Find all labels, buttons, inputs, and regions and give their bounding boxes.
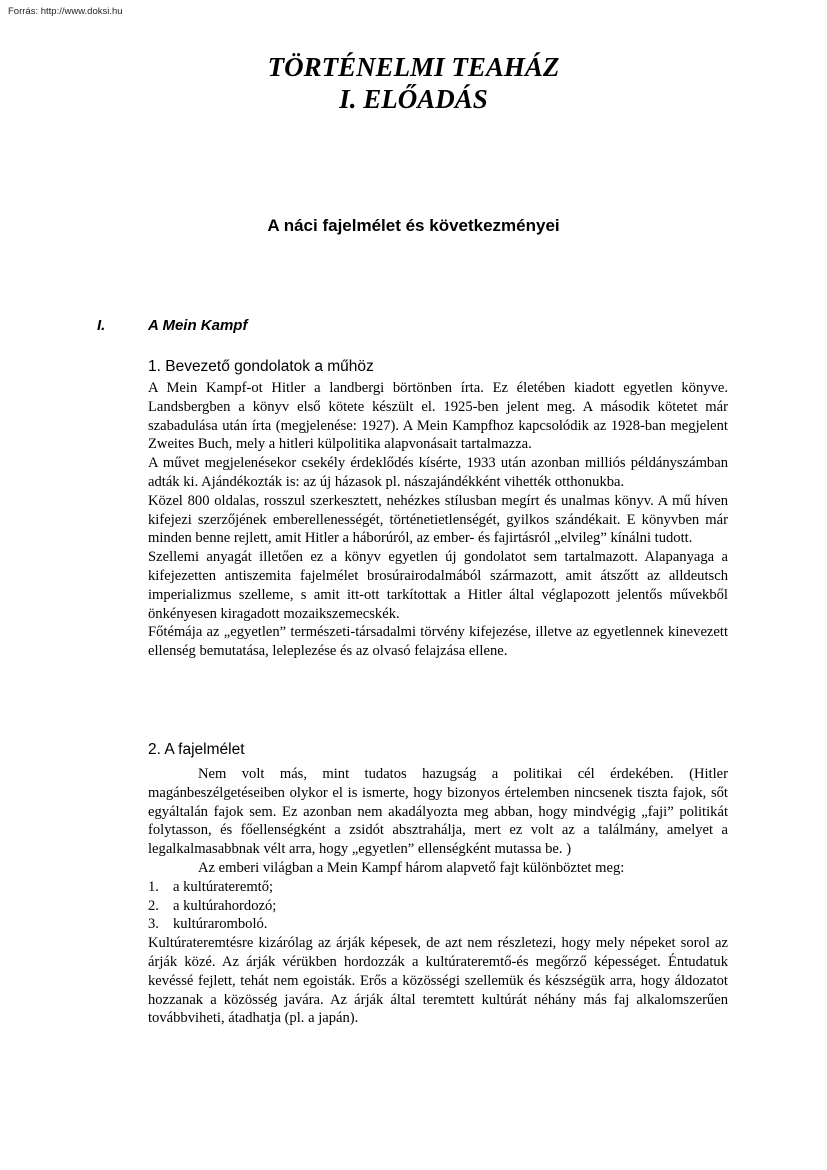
lecture-number: I. ELŐADÁS xyxy=(339,84,488,114)
section-number: I. xyxy=(97,317,106,334)
paragraph: Közel 800 oldalas, rosszul szerkesztett, nehézkes stílusban megírt és unalmas könyv. A mű híven kifejezi szerzőjének emberellenességét, történetietlenségét, gyilkos szándékait. E könyvben már minden benne rejlett, amit Hitler a háborúról, az ember- és fajirtásról „elvileg” kínálni tudott. xyxy=(148,492,728,547)
paragraph: Szellemi anyagát illetően ez a könyv egyetlen új gondolatot sem tartalmazott. Alapanyaga a kifejezetten antiszemita fajelmélet brosúrairodalmából származott, amit átszőtt az alldeutsch imperializmus szelleme, s amit itt-ott tarkítottak a Hitler által véglapozott jelentős művekből önkényesen kiragadott mozaikszemecskék. xyxy=(148,549,728,622)
list-text: a kultúrateremtő; xyxy=(173,878,274,895)
subsection-intro-body xyxy=(148,379,728,661)
list-text: a kultúrahordozó; xyxy=(173,897,277,914)
document-title: TÖRTÉNELMI TEAHÁZ xyxy=(267,52,560,82)
list-text: kultúraromboló. xyxy=(173,916,268,933)
list-item xyxy=(148,878,728,897)
list-item xyxy=(148,897,728,916)
list-item xyxy=(148,915,728,934)
list-number: 2. xyxy=(148,897,159,914)
race-types-list xyxy=(148,878,728,934)
paragraph: Kultúrateremtésre kizárólag az árják képesek, de azt nem részletezi, hogy mely népeket sorol az árják közé. Az árják vérükben hordozzák a kultúrateremtő-és megőrző képességet. Éntudatuk kevéssé fejlett, tehát nem egoisták. Erős a közösségi szellemük és készségük arra, hogy áldozatot hozzanak a közösség javára. Az árják által teremtett kultúrát néhány más faj alkalomszerűen továbbviheti, átadhatja (pl. a japán). xyxy=(148,935,728,1027)
paragraph: Az emberi világban a Mein Kampf három alapvető fajt különböztet meg: xyxy=(198,859,625,876)
list-number: 1. xyxy=(148,878,159,895)
paragraph: Nem volt más, mint tudatos hazugság a politikai cél érdekében. (Hitler magánbeszélgetéseiben olykor el is ismerte, hogy bizonyos értelemben nincsenek tiszta fajok, sőt egyáltalán fajok sem. Ez azonban nem akadályozta meg abban, hogy mindvégig „faji” politikát folytasson, és főellenségként a zsidót absztrahálja, mert ez volt az a találmány, amelyet a legalkalmasabbnak vélt arra, hogy „egyetlen” ellenségként mutassa be. ) xyxy=(148,766,728,858)
list-number: 3. xyxy=(148,916,159,933)
subsection-heading-intro: 1. Bevezető gondolatok a műhöz xyxy=(148,358,374,375)
document-subtitle: A náci fajelmélet és következményei xyxy=(267,216,560,235)
paragraph: Főtémája az „egyetlen” természeti-társadalmi törvény kifejezése, illetve az egyetlennek kinevezett ellenség bemutatása, leleplezése és az olvasó felajzása ellene. xyxy=(148,624,728,660)
paragraph: A Mein Kampf-ot Hitler a landbergi börtönben írta. Ez életében kiadott egyetlen könyve. Landsbergben a könyv első kötete készült el. 1925-ben jelent meg. A második kötetet már szabadulása után írta (megjelenése: 1927). A Mein Kampfhoz kapcsolódik az 1928-ban megjelent Zweites Buch, mely a hitleri külpolitika alapvonásait tartalmazza. xyxy=(148,380,728,453)
subsection-heading-race-theory: 2. A fajelmélet xyxy=(148,741,245,758)
source-note: Forrás: http://www.doksi.hu xyxy=(8,6,123,17)
paragraph: A művet megjelenésekor csekély érdeklődés kísérte, 1933 után azonban milliós példányszámban adták ki. Ajándékozták is: az új házasok pl. nászajándékként vihették otthonukba. xyxy=(148,455,728,490)
section-title: A Mein Kampf xyxy=(148,317,248,334)
subsection-race-theory-body xyxy=(148,765,728,1028)
